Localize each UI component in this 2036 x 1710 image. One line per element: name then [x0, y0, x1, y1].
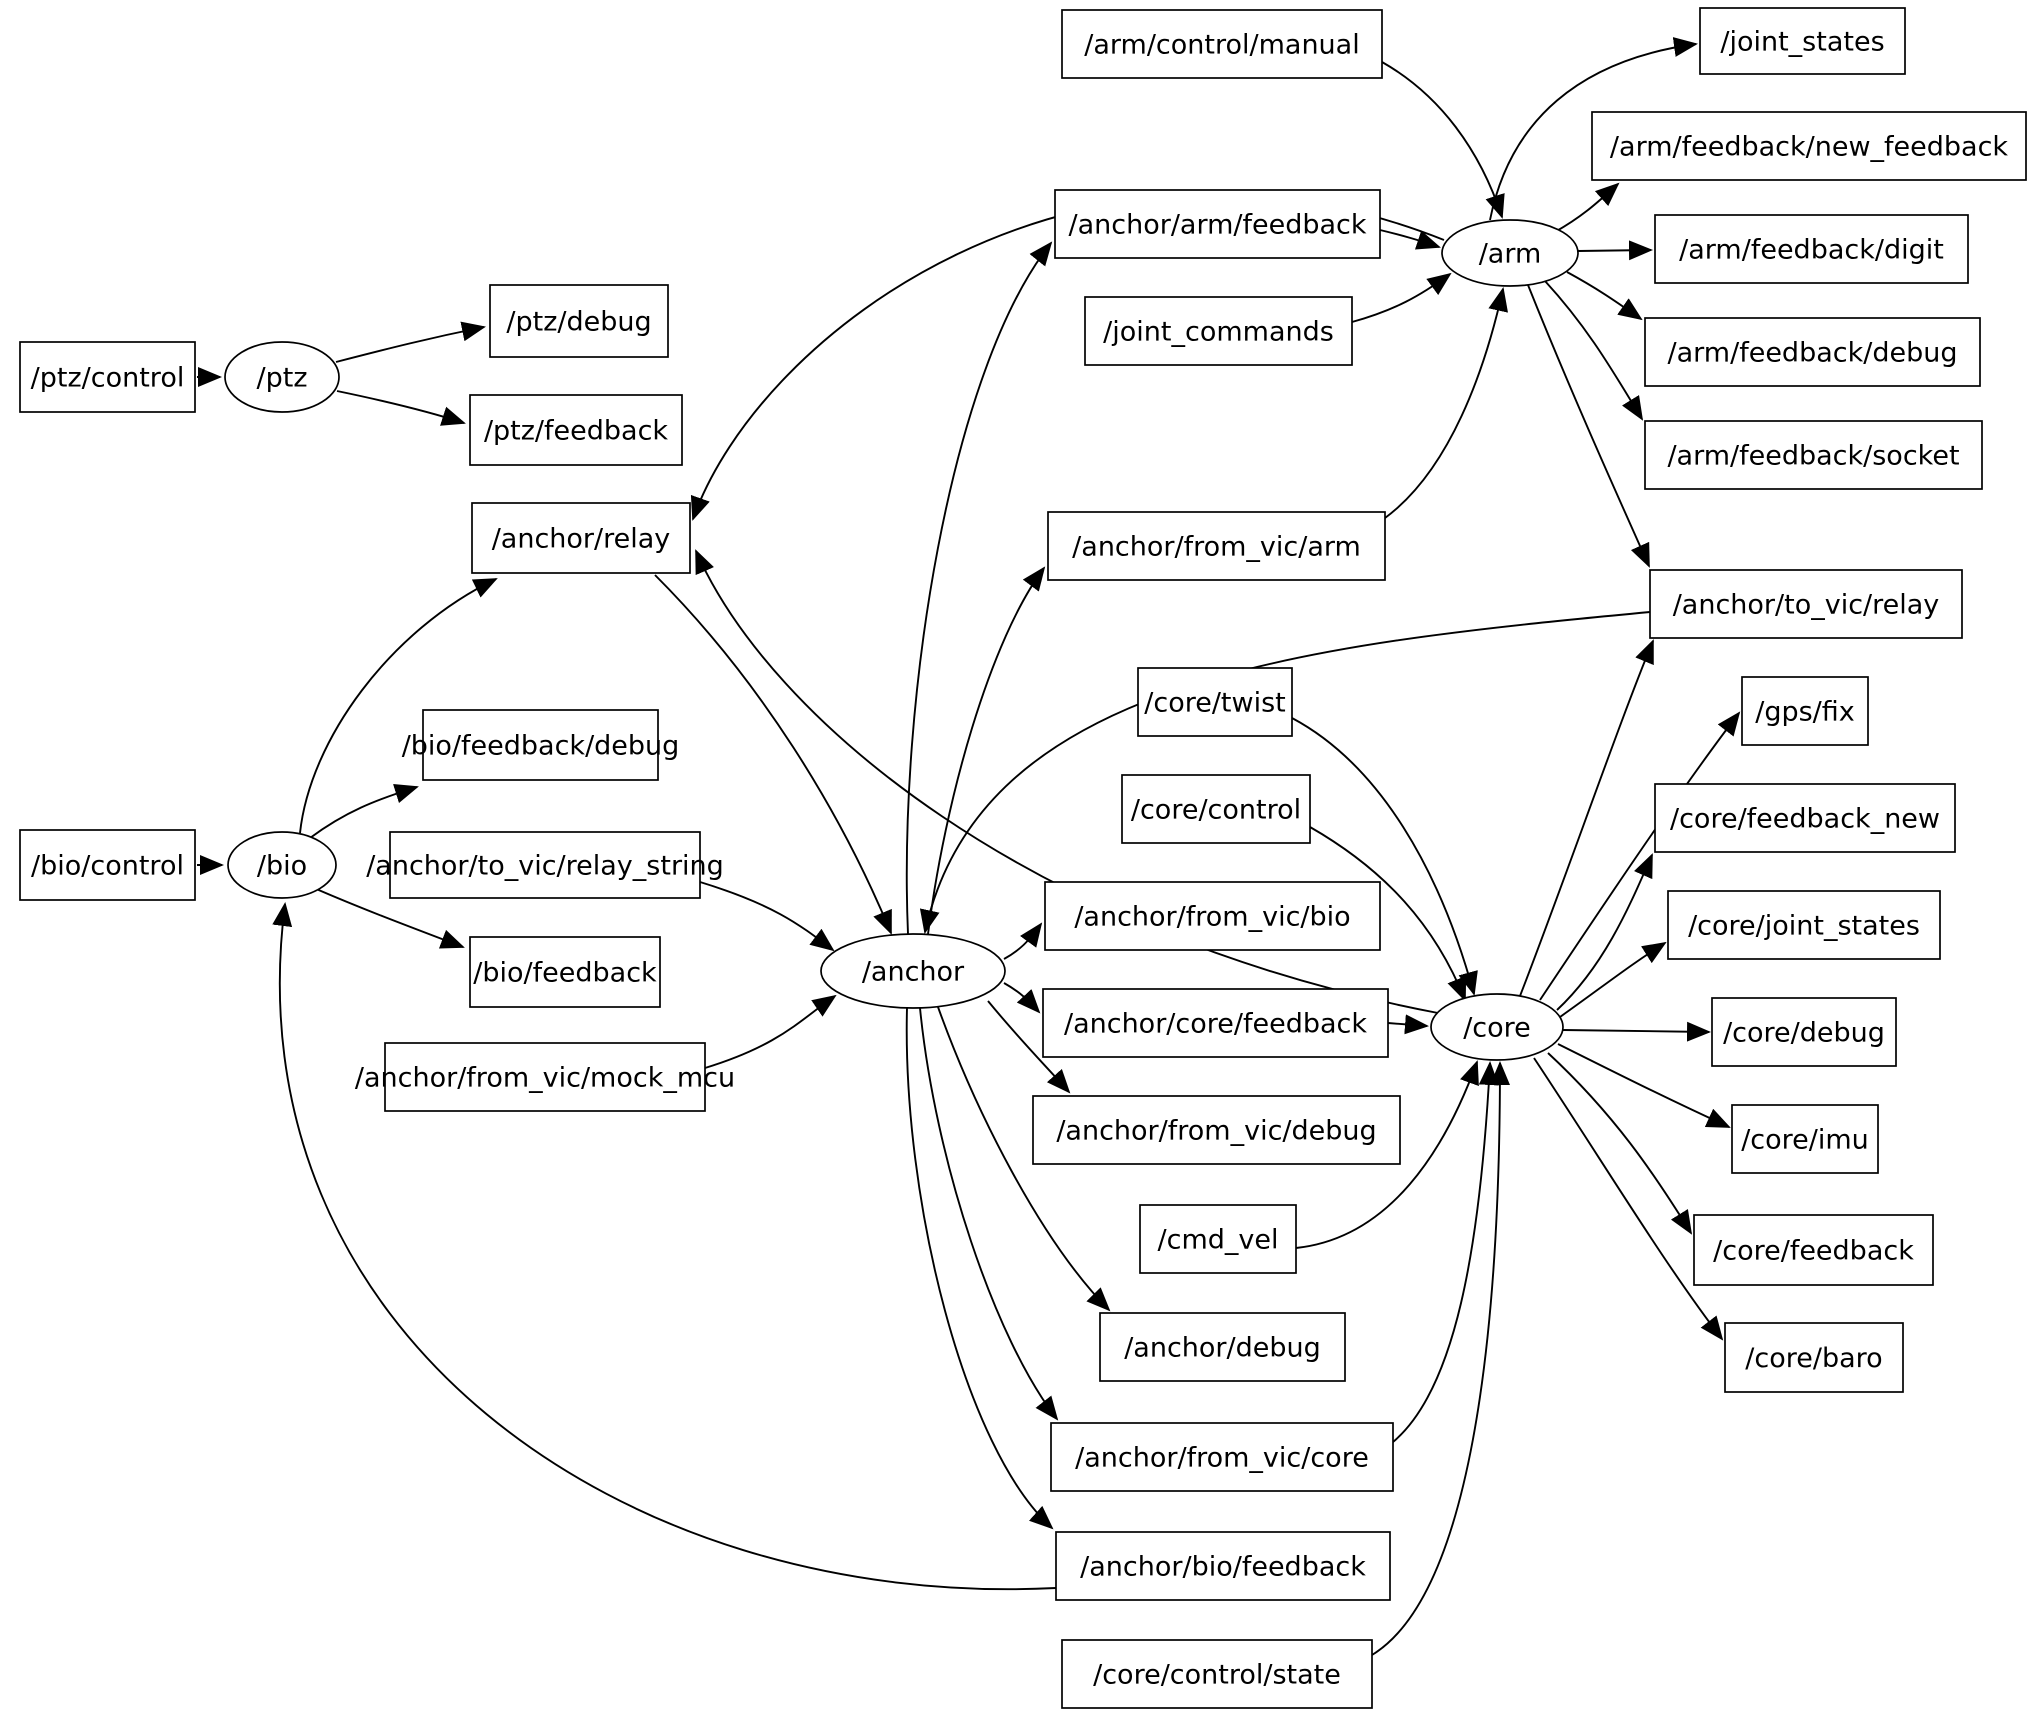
- topic-label-cmd-vel: /cmd_vel: [1157, 1224, 1279, 1256]
- topic-core-control-state[interactable]: [1062, 1640, 1372, 1708]
- topic-anchor-from-vic-debug[interactable]: [1033, 1096, 1400, 1164]
- topic-joint-states[interactable]: [1700, 8, 1905, 74]
- topic-label-gps-fix: /gps/fix: [1755, 696, 1855, 728]
- topic-ptz-control[interactable]: [20, 342, 195, 412]
- edge-ptz-to-ptz-debug: [336, 327, 484, 362]
- topic-anchor-relay[interactable]: [472, 503, 690, 573]
- topic-label-core-baro: /core/baro: [1745, 1343, 1883, 1374]
- edge-arm-to-arm-feedback-socket: [1545, 281, 1642, 419]
- topic-arm-feedback-socket[interactable]: [1645, 421, 1982, 489]
- topic-label-core-control: /core/control: [1130, 794, 1302, 826]
- topic-arm-feedback-digit[interactable]: [1655, 215, 1968, 283]
- topic-core-debug[interactable]: [1712, 998, 1896, 1066]
- topic-anchor-from-vic-arm[interactable]: [1048, 512, 1385, 580]
- edge-arm-control-manual-to-arm: [1382, 62, 1502, 217]
- edge-anchor-to-anchor-from-vic-bio: [1004, 924, 1041, 959]
- edge-arm-to-arm-feedback-debug: [1567, 272, 1641, 319]
- topic-label-anchor-from-vic-mock-mcu: /anchor/from_vic/mock_mcu: [354, 1062, 736, 1094]
- node-label-ptz: /ptz: [256, 362, 308, 394]
- topic-anchor-from-vic-core[interactable]: [1051, 1423, 1393, 1491]
- edge-core-to-core-imu: [1558, 1044, 1729, 1127]
- topic-joint-commands[interactable]: [1085, 297, 1352, 365]
- node-label-bio: /bio: [256, 850, 308, 882]
- topic-label-core-debug: /core/debug: [1723, 1017, 1885, 1049]
- topic-bio-feedback-debug[interactable]: [402, 710, 680, 780]
- topic-label-anchor-from-vic-debug: /anchor/from_vic/debug: [1056, 1115, 1377, 1147]
- edge-core-to-core-debug: [1563, 1030, 1709, 1032]
- edge-anchor-from-vic-arm-to-arm: [1385, 289, 1503, 518]
- topic-core-control[interactable]: [1122, 775, 1310, 843]
- node-anchor[interactable]: [821, 934, 1005, 1008]
- edge-ptz-to-ptz-feedback: [337, 391, 464, 423]
- topic-ptz-debug[interactable]: [490, 285, 668, 357]
- topic-label-joint-commands: /joint_commands: [1103, 316, 1334, 348]
- topic-gps-fix[interactable]: [1742, 677, 1868, 745]
- topic-label-core-imu: /core/imu: [1741, 1124, 1869, 1156]
- topic-label-anchor-debug: /anchor/debug: [1124, 1332, 1321, 1364]
- topic-label-arm-feedback-socket: /arm/feedback/socket: [1667, 440, 1960, 472]
- edge-anchor-to-anchor-from-vic-arm: [928, 568, 1044, 934]
- topic-label-core-twist: /core/twist: [1144, 687, 1286, 719]
- edge-core-twist-to-core: [1292, 718, 1474, 994]
- topic-core-imu[interactable]: [1732, 1105, 1878, 1173]
- edge-core-to-anchor-to-vic-relay: [1520, 641, 1653, 996]
- topic-label-anchor-to-vic-relay-string: /anchor/to_vic/relay_string: [366, 850, 724, 882]
- edge-bio-to-anchor-relay: [300, 579, 496, 833]
- topic-label-anchor-from-vic-bio: /anchor/from_vic/bio: [1074, 901, 1351, 933]
- edge-anchor-to-vic-relay-string-to-anchor: [700, 882, 833, 950]
- edge-joint-commands-to-arm: [1352, 274, 1450, 322]
- topic-core-baro[interactable]: [1725, 1323, 1903, 1392]
- topic-anchor-debug[interactable]: [1100, 1313, 1345, 1381]
- node-bio[interactable]: [228, 832, 336, 898]
- topic-label-core-joint-states: /core/joint_states: [1688, 910, 1920, 942]
- topic-label-arm-feedback-digit: /arm/feedback/digit: [1679, 234, 1944, 266]
- node-label-anchor: /anchor: [861, 956, 965, 988]
- topic-label-anchor-relay: /anchor/relay: [491, 523, 671, 555]
- topic-bio-control[interactable]: [20, 830, 195, 900]
- edge-core-to-core-joint-states: [1560, 943, 1665, 1017]
- edge-anchor-from-vic-mock-mcu-to-anchor: [705, 996, 835, 1068]
- edge-anchor-from-vic-core-to-core: [1393, 1063, 1490, 1442]
- edge-core-to-core-feedback: [1548, 1053, 1691, 1233]
- node-label-core: /core: [1463, 1012, 1531, 1044]
- topic-arm-feedback-new-feedback[interactable]: [1592, 112, 2026, 180]
- node-arm[interactable]: [1442, 220, 1578, 286]
- topic-label-core-control-state: /core/control/state: [1093, 1659, 1341, 1691]
- topic-arm-feedback-debug[interactable]: [1645, 318, 1980, 386]
- topic-cmd-vel[interactable]: [1140, 1205, 1296, 1273]
- topic-anchor-core-feedback[interactable]: [1043, 989, 1388, 1057]
- topic-label-core-feedback-new: /core/feedback_new: [1669, 803, 1941, 835]
- edge-anchor-core-feedback-to-core: [1388, 1023, 1427, 1026]
- topic-label-core-feedback: /core/feedback: [1713, 1235, 1914, 1267]
- topic-label-anchor-bio-feedback: /anchor/bio/feedback: [1080, 1551, 1366, 1583]
- topic-core-twist[interactable]: [1138, 668, 1292, 736]
- topic-label-anchor-to-vic-relay: /anchor/to_vic/relay: [1672, 589, 1940, 621]
- topic-core-feedback[interactable]: [1694, 1215, 1933, 1285]
- topic-label-anchor-arm-feedback: /anchor/arm/feedback: [1068, 209, 1367, 241]
- topic-core-joint-states[interactable]: [1668, 891, 1940, 959]
- topic-anchor-from-vic-bio[interactable]: [1045, 882, 1380, 950]
- edge-anchor-to-anchor-core-feedback: [1004, 983, 1039, 1012]
- edge-core-to-core-baro: [1534, 1058, 1722, 1339]
- edge-arm-to-arm-feedback-new-feedback: [1555, 184, 1618, 232]
- topic-label-bio-feedback-debug: /bio/feedback/debug: [401, 730, 680, 762]
- topic-core-feedback-new[interactable]: [1655, 784, 1955, 852]
- topic-label-bio-feedback: /bio/feedback: [473, 957, 657, 989]
- topic-anchor-from-vic-mock-mcu[interactable]: [355, 1043, 735, 1111]
- edge-arm-to-anchor-to-vic-relay: [1528, 285, 1649, 566]
- topic-anchor-to-vic-relay-string[interactable]: [366, 832, 724, 898]
- edge-core-to-core-feedback-new: [1557, 855, 1652, 1010]
- topic-label-arm-feedback-debug: /arm/feedback/debug: [1667, 337, 1958, 369]
- topic-label-joint-states: /joint_states: [1720, 26, 1885, 58]
- edge-arm-to-arm-feedback-digit: [1578, 250, 1651, 251]
- topic-ptz-feedback[interactable]: [470, 395, 682, 465]
- topic-anchor-bio-feedback[interactable]: [1056, 1532, 1390, 1600]
- topic-anchor-arm-feedback[interactable]: [1055, 190, 1380, 258]
- topic-label-anchor-from-vic-arm: /anchor/from_vic/arm: [1072, 531, 1361, 563]
- edge-anchor-arm-feedback-to-arm: [1380, 230, 1439, 247]
- edge-bio-to-bio-feedback-debug: [310, 787, 417, 838]
- topic-bio-feedback[interactable]: [470, 937, 660, 1007]
- topic-label-anchor-core-feedback: /anchor/core/feedback: [1063, 1008, 1368, 1040]
- topic-arm-control-manual[interactable]: [1062, 10, 1382, 78]
- node-label-arm: /arm: [1478, 238, 1542, 270]
- topic-label-anchor-from-vic-core: /anchor/from_vic/core: [1075, 1442, 1369, 1474]
- node-ptz[interactable]: [225, 342, 339, 412]
- topic-label-ptz-control: /ptz/control: [30, 362, 185, 394]
- topic-label-bio-control: /bio/control: [31, 850, 184, 882]
- topic-label-ptz-feedback: /ptz/feedback: [483, 415, 669, 447]
- topic-label-arm-feedback-new-feedback: /arm/feedback/new_feedback: [1609, 131, 2009, 163]
- topic-label-ptz-debug: /ptz/debug: [506, 306, 652, 338]
- node-core[interactable]: [1431, 994, 1563, 1060]
- topic-anchor-to-vic-relay[interactable]: [1650, 570, 1962, 638]
- topic-label-arm-control-manual: /arm/control/manual: [1084, 29, 1360, 61]
